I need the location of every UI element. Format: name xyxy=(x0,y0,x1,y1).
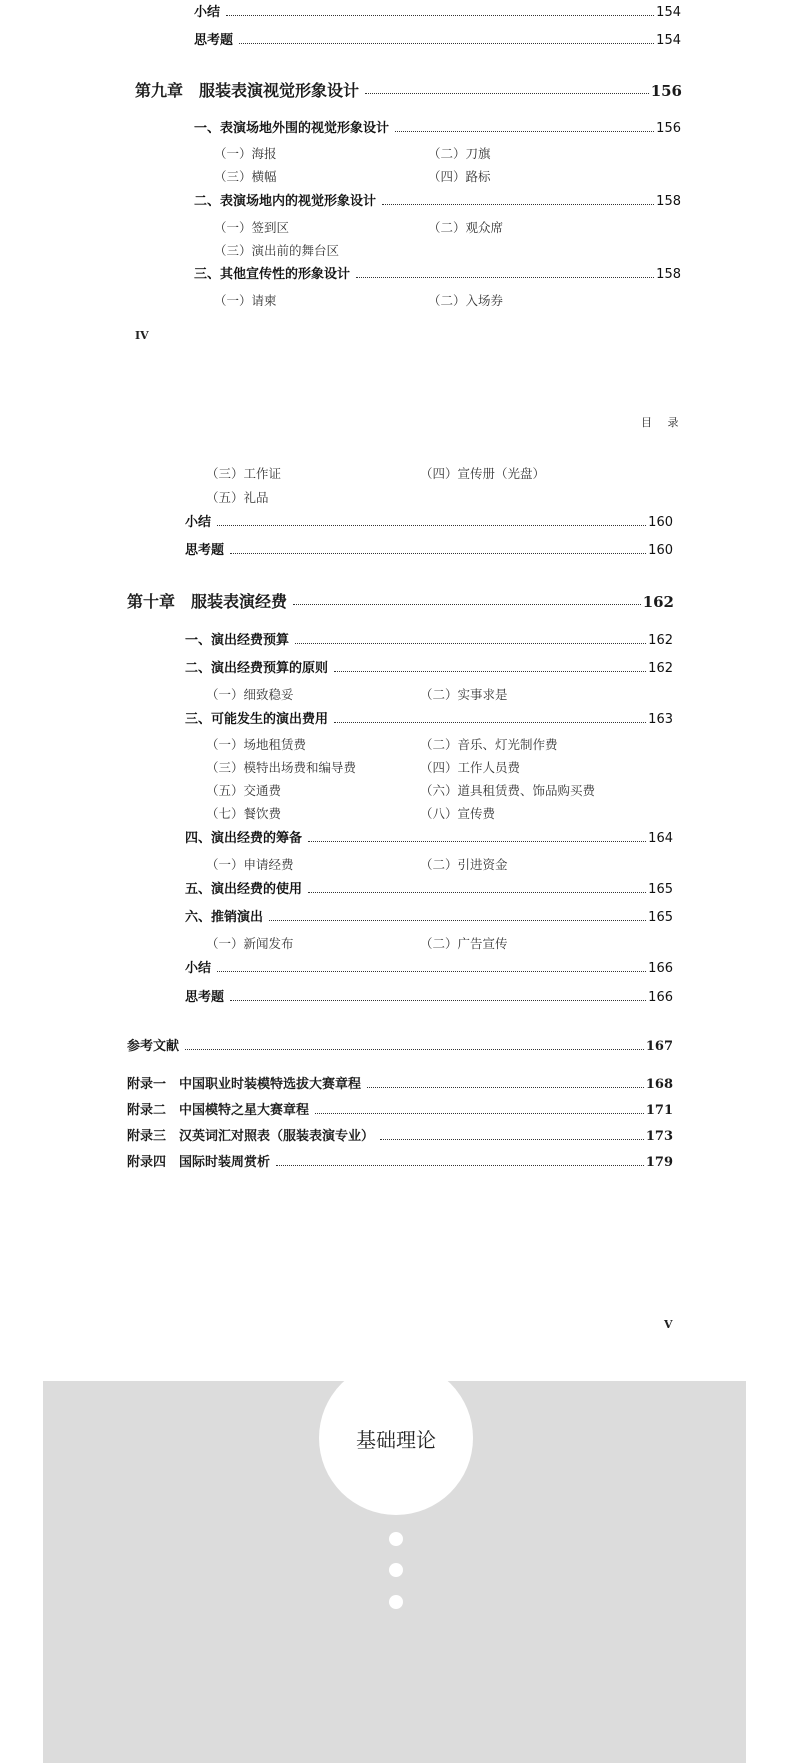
toc-subitem: （五）交通费 xyxy=(206,783,282,798)
toc-subitem: （二）实事求是 xyxy=(420,687,508,702)
leader-dots xyxy=(308,840,646,842)
leader-dots xyxy=(365,92,649,94)
toc-subitem: （二）引进资金 xyxy=(420,857,508,872)
leader-dots xyxy=(367,1086,644,1088)
toc-section-10-3: 三、可能发生的演出费用 163 xyxy=(185,712,673,727)
toc-chapter-9: 第九章 服装表演视觉形象设计 156 xyxy=(135,81,682,100)
leader-dots xyxy=(356,276,654,278)
toc-appendix-2: 附录二 中国模特之星大赛章程 171 xyxy=(127,1103,673,1118)
toc-subitem: （四）工作人员费 xyxy=(420,760,521,775)
running-header: 目 录 xyxy=(641,416,685,429)
toc-subitem: （六）道具租赁费、饰品购买费 xyxy=(420,783,596,798)
toc-summary: 小结 166 xyxy=(185,961,673,976)
leader-dots xyxy=(185,1048,644,1050)
toc-section-9-2: 二、表演场地内的视觉形象设计 158 xyxy=(194,194,681,209)
leader-dots xyxy=(239,42,654,44)
decorative-dot xyxy=(389,1563,403,1577)
toc-subitem: （一）场地租赁费 xyxy=(206,737,307,752)
toc-subitem: （五）礼品 xyxy=(206,490,269,505)
toc-section-10-4: 四、演出经费的筹备 164 xyxy=(185,831,673,846)
leader-dots xyxy=(230,999,646,1001)
decorative-dot xyxy=(389,1532,403,1546)
leader-dots xyxy=(315,1112,644,1114)
leader-dots xyxy=(380,1138,644,1140)
toc-subitem: （四）路标 xyxy=(428,169,491,184)
toc-appendix-1: 附录一 中国职业时装模特选拔大赛章程 168 xyxy=(127,1077,673,1092)
toc-questions: 思考题 154 xyxy=(194,33,681,48)
toc-subitem: （一）请柬 xyxy=(214,293,277,308)
toc-section-10-2: 二、演出经费预算的原则 162 xyxy=(185,661,673,676)
toc-subitem: （一）细致稳妥 xyxy=(206,687,294,702)
page-number: V xyxy=(664,1318,673,1331)
leader-dots xyxy=(276,1164,644,1166)
toc-section-10-5: 五、演出经费的使用 165 xyxy=(185,882,673,897)
toc-summary: 小结 160 xyxy=(185,515,673,530)
toc-references: 参考文献 167 xyxy=(127,1039,673,1054)
toc-subitem: （三）工作证 xyxy=(206,466,282,481)
toc-subitem: （二）广告宣传 xyxy=(420,936,508,951)
section-title-circle xyxy=(319,1361,473,1515)
toc-appendix-4: 附录四 国际时装周赏析 179 xyxy=(127,1155,673,1170)
toc-subitem: （八）宣传费 xyxy=(420,806,496,821)
toc-subitem: （二）刀旗 xyxy=(428,146,491,161)
leader-dots xyxy=(293,603,641,605)
leader-dots xyxy=(395,130,654,132)
leader-dots xyxy=(308,891,646,893)
toc-subitem: （二）音乐、灯光制作费 xyxy=(420,737,558,752)
leader-dots xyxy=(217,970,646,972)
page-number: IV xyxy=(135,329,149,342)
toc-chapter-10: 第十章 服装表演经费 162 xyxy=(127,592,674,611)
toc-subitem: （三）横幅 xyxy=(214,169,277,184)
toc-section-10-1: 一、演出经费预算 162 xyxy=(185,633,673,648)
toc-subitem: （一）签到区 xyxy=(214,220,290,235)
toc-subitem: （三）模特出场费和编导费 xyxy=(206,760,357,775)
toc-section-9-3: 三、其他宣传性的形象设计 158 xyxy=(194,267,681,282)
leader-dots xyxy=(295,642,646,644)
toc-subitem: （二）入场券 xyxy=(428,293,504,308)
leader-dots xyxy=(226,14,654,16)
decorative-dot xyxy=(389,1595,403,1609)
toc-subitem: （一）申请经费 xyxy=(206,857,294,872)
section-title: 基础理论 xyxy=(356,1427,436,1452)
toc-subitem: （四）宣传册（光盘） xyxy=(420,466,546,481)
toc-appendix-3: 附录三 汉英词汇对照表（服装表演专业） 173 xyxy=(127,1129,673,1144)
toc-subitem: （一）新闻发布 xyxy=(206,936,294,951)
toc-section-10-6: 六、推销演出 165 xyxy=(185,910,673,925)
leader-dots xyxy=(334,670,646,672)
toc-subitem: （七）餐饮费 xyxy=(206,806,282,821)
toc-subitem: （三）演出前的舞台区 xyxy=(214,243,340,258)
leader-dots xyxy=(217,524,646,526)
toc-questions: 思考题 160 xyxy=(185,543,673,558)
toc-summary: 小结 154 xyxy=(194,5,681,20)
toc-questions: 思考题 166 xyxy=(185,990,673,1005)
toc-section-9-1: 一、表演场地外围的视觉形象设计 156 xyxy=(194,121,681,136)
leader-dots xyxy=(230,552,646,554)
leader-dots xyxy=(382,203,654,205)
toc-subitem: （一）海报 xyxy=(214,146,277,161)
leader-dots xyxy=(269,919,646,921)
leader-dots xyxy=(334,721,646,723)
toc-subitem: （二）观众席 xyxy=(428,220,504,235)
